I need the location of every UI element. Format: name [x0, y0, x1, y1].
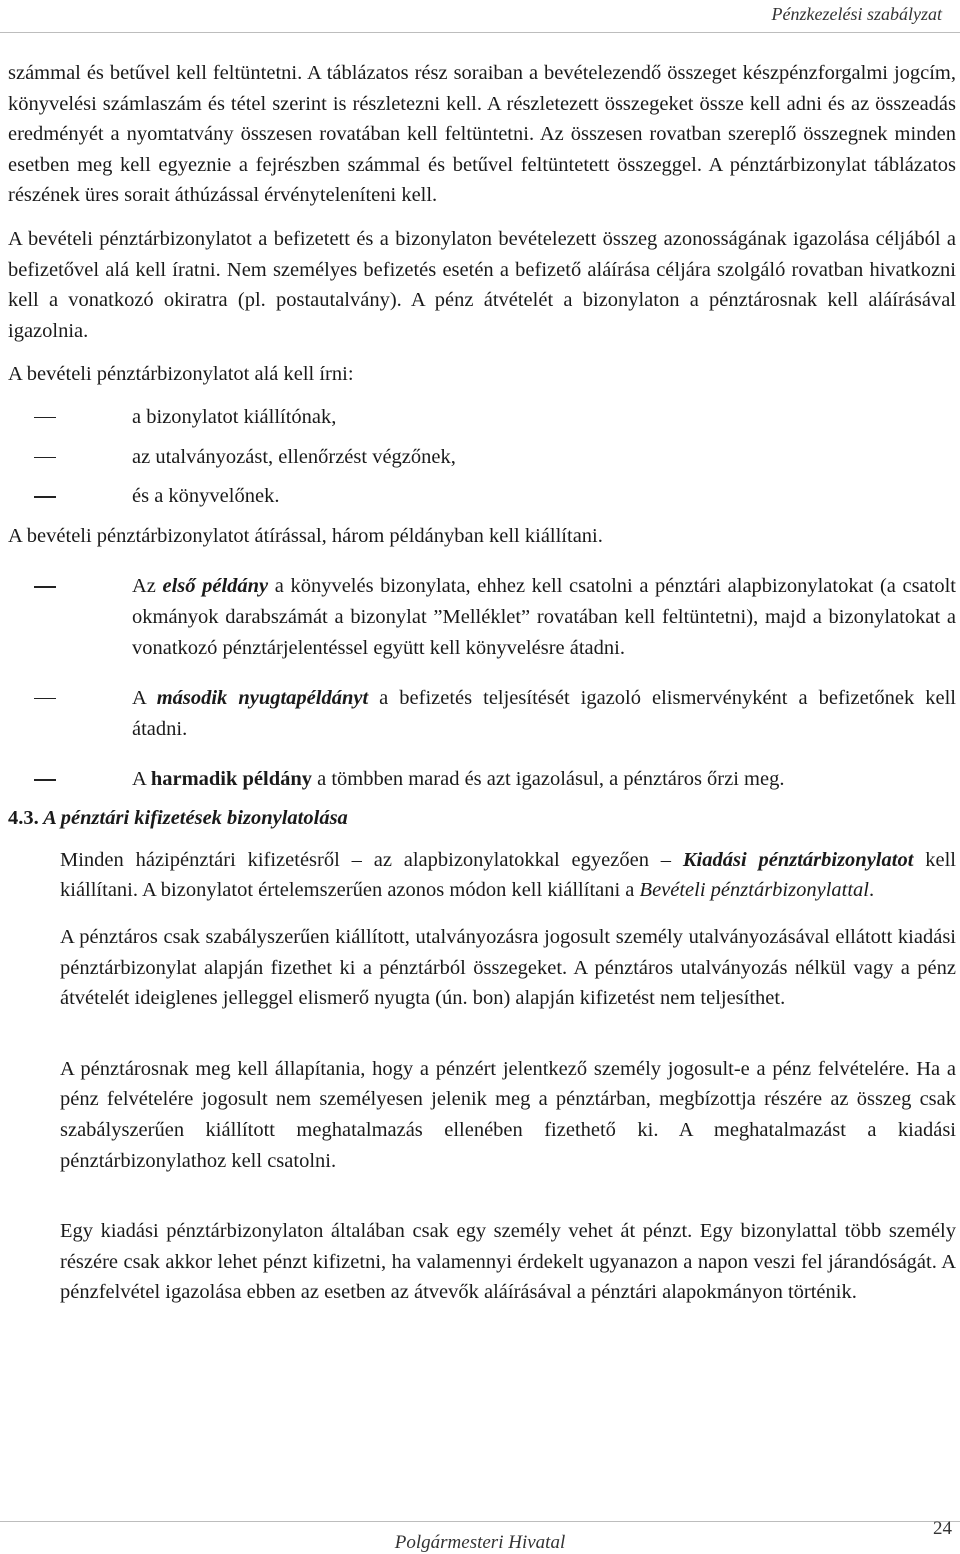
list-item: az utalványozást, ellenőrzést végzőnek,	[8, 442, 956, 473]
dash-bullet-icon	[34, 417, 56, 418]
section-title: A pénztári kifizetések bizonylatolása	[43, 806, 348, 829]
dash-bullet-icon	[34, 496, 56, 497]
section-number: 4.3.	[8, 806, 39, 829]
document-title: Pénzkezelési szabályzat	[771, 4, 942, 24]
copies-list	[8, 571, 956, 795]
page-footer	[0, 1518, 960, 1553]
section-heading	[8, 803, 956, 833]
footer-organization: Polgármesteri Hivatal	[394, 1532, 566, 1553]
emphasis: harmadik példány	[150, 768, 313, 791]
list-item: Az első példány a könyvelés bizonylata, ehhez kell csatolni a pénztári alapbizonylatokat (a csatolt okmányok darabszámát a bizonylat ”Melléklet” rovatában kell feltüntetni), majd a bizonylatokat a vonatkozó pénztárjelentéssel együtt kell könyvelésre átadni.	[8, 571, 956, 663]
paragraph-receipt-signature: A bevételi pénztárbizonylatot a befizetett és a bizonylaton bevételezett összeg azonosságának igazolása céljából a befizetővel alá kell íratni. Nem személyes befizetés esetén a befizető aláírása céljára szolgáló rovatban hivatkozni kell a vonatkozó okiratra (pl. postautalvány). A pénz átvételét a bizonylaton a pénztárosnak kell aláírásával igazolnia.	[8, 227, 956, 342]
paragraph-copies: A bevételi pénztárbizonylatot átírással, három példányban kell kiállítani.	[8, 524, 603, 547]
dash-bullet-icon	[34, 698, 56, 699]
list-item: a bizonylatot kiállítónak,	[8, 402, 956, 433]
paragraph-signers-intro: A bevételi pénztárbizonylatot alá kell írni:	[8, 363, 354, 386]
emphasis: első példány	[162, 575, 269, 598]
paragraph-authorization: A pénztárosnak meg kell állapítania, hogy a pénzért jelentkező személy jogosult-e a pénz felvételére. Ha a pénz felvételére jogosult nem személyesen jelenik meg a pénztárban, megbízottja részére az összeg csak szabályszerűen kiállított meghatalmazás ellenében fizethető ki. A meghatalmazást a kiadási pénztárbizonylathoz kell csatolni.	[60, 1057, 956, 1172]
page-body	[8, 58, 956, 1321]
dash-bullet-icon	[34, 457, 56, 458]
dash-bullet-icon	[34, 779, 56, 780]
list-item: és a könyvelőnek.	[8, 481, 956, 512]
emphasis: második nyugtapéldányt	[156, 687, 369, 710]
paragraph-expense-voucher: Minden házipénztári kifizetésről – az alapbizonylatokkal egyezően – Kiadási pénztárbizonylatot kell kiállítani. A bizonylatot értelemszerűen azonos módon kell kiállítani a Bevételi pénztárbizonylattal.	[60, 848, 956, 902]
page-header	[0, 0, 960, 33]
list-item: A második nyugtapéldányt a befizetés teljesítését igazoló elismervényként a befizetőnek kell átadni.	[8, 683, 956, 744]
list-item: A harmadik példány a tömbben marad és azt igazolásul, a pénztáros őrzi meg.	[8, 764, 956, 795]
page-number: 24	[933, 1518, 952, 1539]
paragraph-receipt-fill: számmal és betűvel kell feltüntetni. A táblázatos rész soraiban a bevételezendő összeget készpénzforgalmi jogcím, könyvelési számlaszám és tétel szerint is részletezni kell. A részletezett összegeket össze kell adni és az összeadás eredményét a nyomtatvány összesen rovatában kell feltüntetni. Az összesen rovatban szereplő összegnek minden esetben meg kell egyeznie a fejrészben számmal és betűvel feltüntetett összeggel. A pénztárbizonylat táblázatos részének üres sorait áthúzással érvényteleníteni kell.	[8, 62, 956, 207]
paragraph-cashier-rules: A pénztáros csak szabályszerűen kiállított, utalványozásra jogosult személy utalványozásával ellátott kiadási pénztárbizonylat alapján fizethet ki a pénztárból összegeket. A pénztáros utalványozás nélkül vagy a pénz átvételét ideiglenes jelleggel elismerő nyugta (ún. bon) alapján kifizetést nem teljesíthet.	[60, 926, 956, 1010]
paragraph-single-person: Egy kiadási pénztárbizonylaton általában csak egy személy vehet át pénzt. Egy bizonylattal több személy részére csak akkor lehet pénzt kifizetni, ha valamennyi érdekelt ugyanazon a napon veszi fel járandóságát. A pénzfelvétel igazolása ebben az esetben az átvevők aláírásával a pénztári alapokmányon történik.	[60, 1220, 956, 1304]
signers-list	[8, 402, 956, 512]
dash-bullet-icon	[34, 586, 56, 587]
section-body	[8, 845, 956, 1308]
